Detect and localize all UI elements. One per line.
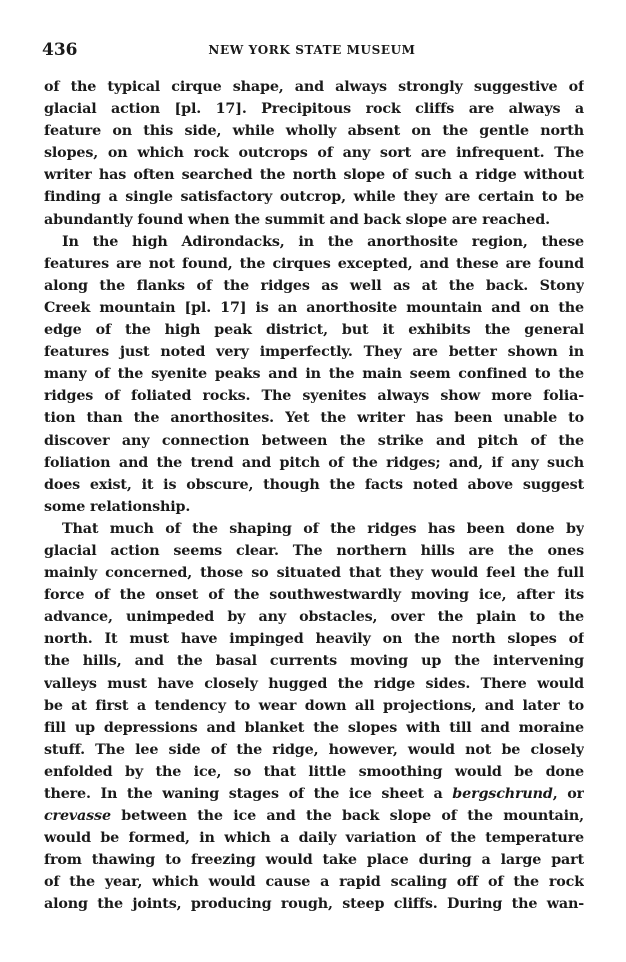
italic-term: crevasse [44,808,111,825]
text-line: would be formed, in which a daily variation of the temperature [44,830,584,847]
text-line: features just noted very imperfectly. They are better shown in [44,344,584,361]
text-line: tion than the anorthosites. Yet the writer has been unable to [44,410,584,427]
text-line: In the high Adirondacks, in the anorthosite region, these [62,233,584,250]
text-line: many of the syenite peaks and in the main seem confined to the [44,366,584,383]
text-line: force of the onset of the southwestwardly moving ice, after its [44,587,584,604]
text-line: of the typical cirque shape, and always strongly suggestive of [44,79,584,95]
text-line: valleys must have closely hugged the ridge sides. There would [44,675,584,692]
text-line: slopes, on which rock outcrops of any sort are infrequent. The [44,145,584,162]
text-line: writer has often searched the north slope of such a ridge without [44,167,584,184]
text-line: along the flanks of the ridges as well as at the back. Stony [44,277,584,294]
text-line: fill up depressions and blanket the slopes with till and moraine [44,719,584,736]
text-line: from thawing to freezing would take place during a large part [44,852,584,869]
text-line: advance, unimpeded by any obstacles, over the plain to the [44,609,584,626]
text-segment: between the ice and the back slope of the mountain, [110,808,584,825]
text-line: stuff. The lee side of the ridge, however, would not be closely [44,741,584,758]
text-line: foliation and the trend and pitch of the ridges; and, if any such [44,454,584,471]
page-header [42,40,582,64]
text-line: mainly concerned, those so situated that they would feel the full [44,565,584,582]
text-line: finding a single satisfactory outcrop, while they are certain to be [44,189,584,206]
text-line: discover any connection between the strike and pitch of the [44,432,584,449]
text-line: of the year, which would cause a rapid scaling off of the rock [44,874,584,891]
text-line: edge of the high peak district, but it exhibits the general [44,322,584,339]
italic-term: bergschrund [452,786,553,802]
text-line: abundantly found when the summit and back slope are reached. [44,211,550,228]
text-line: some relationship. [44,498,191,515]
text-line: features are not found, the cirques excepted, and these are found [44,255,584,272]
text-line: Creek mountain [pl. 17] is an anorthosite mountain and on the [44,299,584,316]
text-segment: there. In the waning stages of the ice sheet a [44,786,453,802]
text-line: does exist, it is obscure, though the facts noted above suggest [44,476,584,493]
text-line: north. It must have impinged heavily on the north slopes of [44,631,584,648]
text-line: That much of the shaping of the ridges has been done by [62,520,584,537]
page-number: 436 [42,40,78,60]
text-line: along the joints, producing rough, steep cliffs. During the wan- [44,896,584,913]
text-line: be at first a tendency to wear down all projections, and later to [44,697,584,714]
body-text [44,76,584,916]
text-line-with-italic [44,783,584,805]
text-segment: , or [552,786,584,802]
text-line: enfolded by the ice, so that little smoothing would be done [44,763,584,780]
text-line [44,805,584,827]
text-line: feature on this side, while wholly absent on the gentle north [44,123,584,140]
text-line: glacial action seems clear. The northern hills are the ones [44,542,584,559]
text-line: glacial action [pl. 17]. Precipitous rock cliffs are always a [44,101,584,118]
text-line: the hills, and the basal currents moving up the intervening [44,653,584,670]
running-head: NEW YORK STATE MUSEUM [208,43,416,57]
text-line: ridges of foliated rocks. The syenites always show more folia- [44,388,584,405]
